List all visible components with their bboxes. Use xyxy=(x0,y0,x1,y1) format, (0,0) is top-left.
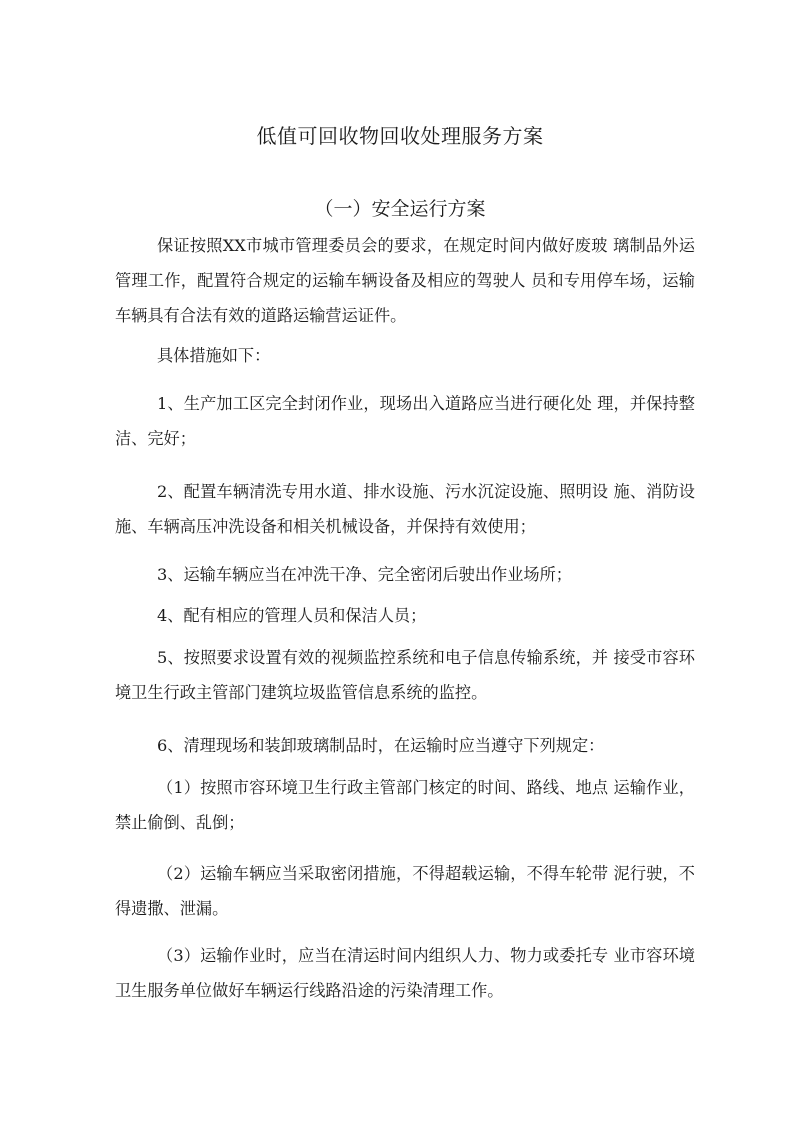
paragraph-item-1: 1、生产加工区完全封闭作业，现场出入道路应当进行硬化处 理，并保持整洁、完好； xyxy=(115,394,695,448)
paragraph-measures-lead: 具体措施如下： xyxy=(157,346,271,365)
paragraph-item-5: 5、按照要求设置有效的视频监控系统和电子信息传输系统，并 接受市容环境卫生行政主管部门建筑垃圾监管信息系统的监控。 xyxy=(115,648,695,702)
paragraph-subitem-2: （2）运输车辆应当采取密闭措施，不得超载运输，不得车轮带 泥行驶，不得遗撒、泄漏。 xyxy=(115,864,695,918)
paragraph-item-6: 6、清理现场和装卸玻璃制品时，在运输时应当遵守下列规定： xyxy=(157,736,605,755)
paragraph-intro: 保证按照XX市城市管理委员会的要求，在规定时间内做好废玻 璃制品外运管理工作，配置符合规定的运输车辆设备及相应的驾驶人 员和专用停车场，运输车辆具有合法有效的道路运输营运证件。 xyxy=(115,236,695,325)
paragraph-subitem-1: （1）按照市容环境卫生行政主管部门核定的时间、路线、地点 运输作业，禁止偷倒、乱倒； xyxy=(115,778,695,832)
paragraph-item-3: 3、运输车辆应当在冲洗干净、完全密闭后驶出作业场所； xyxy=(157,565,572,584)
document-title: 低值可回收物回收处理服务方案 xyxy=(256,124,544,148)
paragraph-item-2: 2、配置车辆清洗专用水道、排水设施、污水沉淀设施、照明设 施、消防设施、车辆高压冲洗设备和相关机械设备，并保持有效使用； xyxy=(115,482,695,536)
section-heading: （一）安全运行方案 xyxy=(314,198,486,220)
paragraph-item-4: 4、配有相应的管理人员和保洁人员； xyxy=(157,606,427,625)
paragraph-subitem-3: （3）运输作业时，应当在清运时间内组织人力、物力或委托专 业市容环境卫生服务单位做好车辆运行线路沿途的污染清理工作。 xyxy=(115,946,695,1000)
